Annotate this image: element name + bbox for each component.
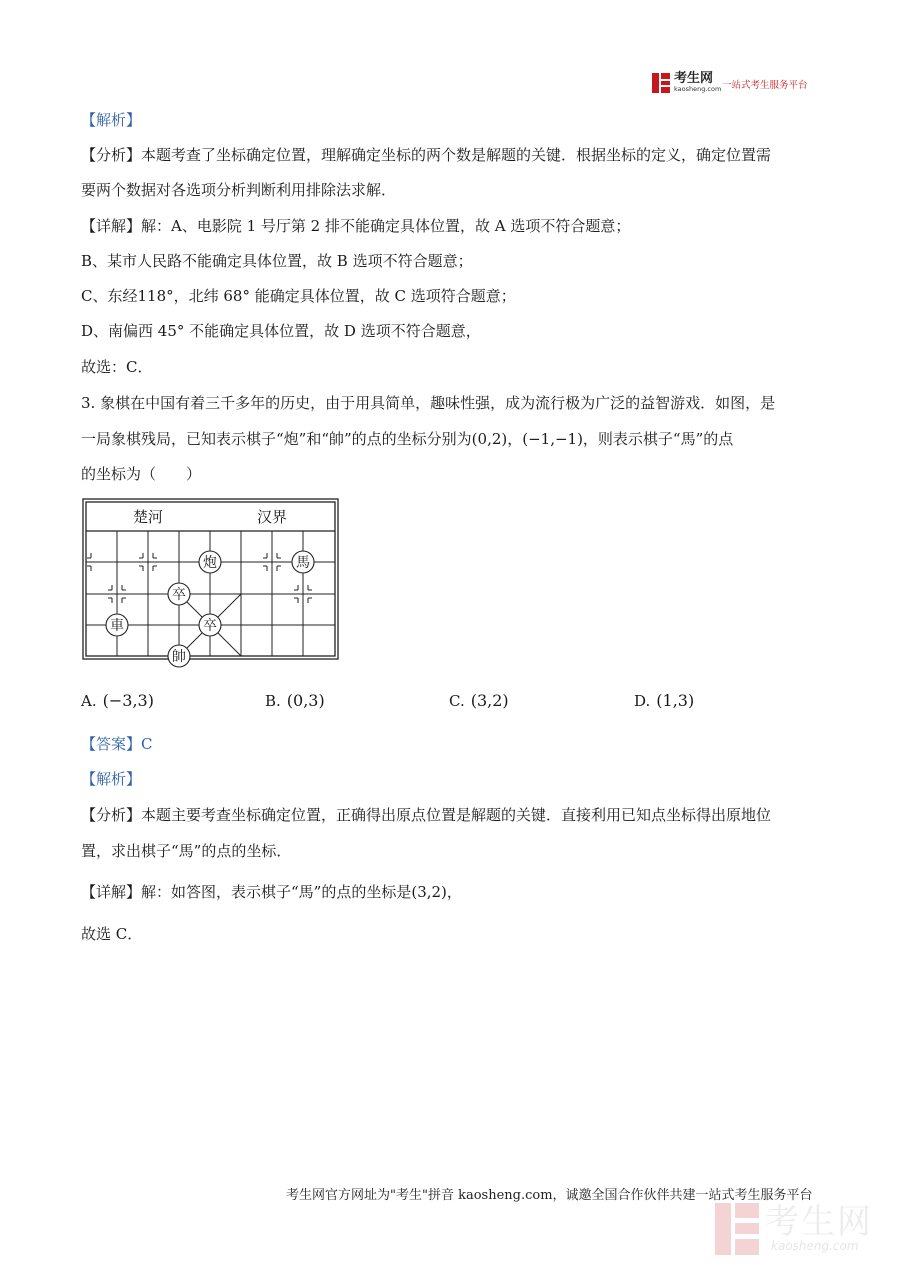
river-label-left: 楚河 bbox=[132, 510, 164, 526]
option-c-label: C. bbox=[449, 692, 465, 710]
option-a-value: (−3,3) bbox=[102, 691, 154, 710]
paragraph-line: D、南偏西 45° 不能确定具体位置，故 D 选项不符合题意， bbox=[81, 322, 481, 340]
option-d bbox=[634, 691, 694, 710]
paragraph-line: 故选 C． bbox=[81, 925, 143, 943]
piece-zu-2-label: 卒 bbox=[203, 618, 217, 634]
river-label-right: 汉界 bbox=[256, 510, 288, 526]
piece-pao-label: 炮 bbox=[203, 555, 217, 571]
header-logo bbox=[652, 72, 822, 96]
section-heading-analysis: 【解析】 bbox=[81, 111, 142, 129]
piece-shuai-label: 帥 bbox=[172, 649, 186, 665]
chess-board-figure bbox=[82, 498, 340, 673]
paragraph-line: C、东经118°，北纬 68° 能确定具体位置，故 C 选项符合题意； bbox=[81, 287, 516, 305]
watermark-text: 考生网 bbox=[765, 1202, 873, 1242]
question-text: 3. 象棋在中国有着三千多年的历史，由于用具简单，趣味性强，成为流行极为广泛的益智游戏．如图，是 bbox=[81, 394, 776, 412]
question-text: 的坐标为（ ） bbox=[81, 465, 202, 483]
paragraph-line: 【分析】本题主要考查坐标确定位置，正确得出原点位置是解题的关键．直接利用已知点坐标得出原地位 bbox=[81, 806, 772, 824]
option-a-label: A. bbox=[81, 692, 97, 710]
kaosheng-logo-icon bbox=[652, 73, 670, 93]
piece-zu-1-label: 卒 bbox=[172, 587, 186, 603]
watermark-domain: kaosheng.com bbox=[771, 1239, 859, 1253]
answer-line: 【答案】C bbox=[81, 735, 153, 753]
paragraph-line: 置，求出棋子“馬”的点的坐标． bbox=[81, 842, 292, 860]
paragraph-line: 【分析】本题考查了坐标确定位置，理解确定坐标的两个数是解题的关键．根据坐标的定义，确定位置需 bbox=[81, 146, 772, 164]
question-text: 一局象棋残局，已知表示棋子“炮”和“帥”的点的坐标分别为(0,2)，(−1,−1)，则表示棋子“馬”的点 bbox=[81, 430, 734, 448]
section-heading-analysis-2: 【解析】 bbox=[81, 770, 142, 788]
option-a bbox=[81, 691, 154, 710]
piece-ju-label: 車 bbox=[110, 618, 124, 634]
footer-text: 考生网官方网址为"考生"拼音 kaosheng.com，诚邀全国合作伙伴共建一站式考生服务平台 bbox=[286, 1188, 813, 1203]
watermark-logo-icon bbox=[715, 1203, 759, 1255]
option-b bbox=[265, 691, 325, 710]
logo-domain: kaosheng.com bbox=[674, 85, 722, 93]
paragraph-line: 【详解】解：如答图，表示棋子“馬”的点的坐标是(3,2)， bbox=[81, 883, 462, 901]
paragraph-line: 要两个数据对各选项分析判断利用排除法求解． bbox=[81, 181, 397, 199]
piece-ma-label: 馬 bbox=[296, 555, 310, 571]
option-b-value: (0,3) bbox=[286, 691, 325, 710]
option-d-value: (1,3) bbox=[656, 691, 695, 710]
paragraph-line: 故选：C． bbox=[81, 358, 153, 376]
option-c bbox=[449, 691, 509, 710]
option-c-value: (3,2) bbox=[470, 691, 509, 710]
answer-options bbox=[0, 691, 900, 713]
paragraph-line: B、某市人民路不能确定具体位置，故 B 选项不符合题意； bbox=[81, 252, 473, 270]
logo-name: 考生网 bbox=[674, 71, 714, 86]
watermark bbox=[715, 1203, 880, 1255]
chess-board bbox=[82, 498, 340, 673]
paragraph-line: 【详解】解：A、电影院 1 号厅第 2 排不能确定具体位置，故 A 选项不符合题意； bbox=[81, 217, 631, 235]
option-d-label: D. bbox=[634, 692, 651, 710]
option-b-label: B. bbox=[265, 692, 281, 710]
logo-slogan: 一站式考生服务平台 bbox=[722, 80, 808, 91]
